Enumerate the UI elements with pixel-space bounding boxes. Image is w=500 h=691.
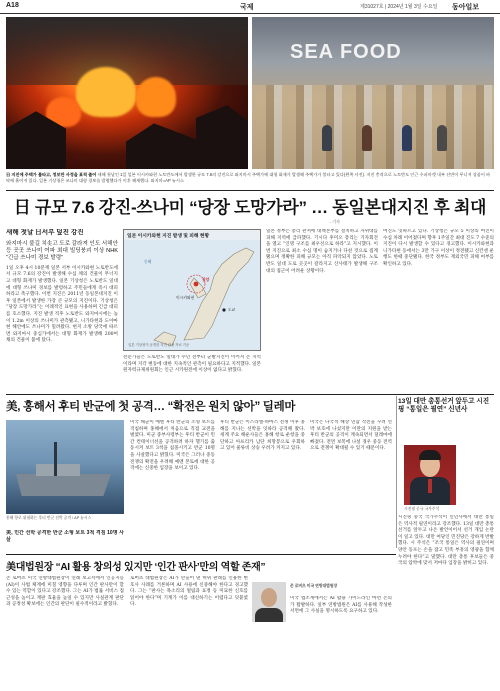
article4-col1	[6, 576, 124, 686]
article4-body-1: 존 로버츠 미국 연방대법원장이 연례 보고서에서 인공지능(AI)이 사법 체계에 미칠 영향을 다루며 인간 판사만이 할 수 있는 역할이 있다고 강조했다. 그는 AI가 법률 서비스 접근성을 높이고 재판 효율을 높일 수 있지만 사실관계 판단과 공정성 확보에는 인간의 판단이 필수적이라고 밝혔다.	[6, 576, 124, 608]
ishikawa-label: 이시카와현	[176, 296, 195, 300]
japan-map-graphic	[124, 240, 260, 350]
byline: …기자	[328, 219, 340, 224]
section-title: 국제	[240, 4, 254, 11]
divider	[6, 190, 494, 191]
author-caption: 존 로버츠 미국 연방대법원장	[290, 584, 338, 588]
article2-subheading: 美, 민간 선박 공격한 반군 소형 보트 3척 격침 10명 사살	[6, 530, 124, 543]
divider	[6, 394, 494, 395]
article3-body-text: 시진핑 중국 국가주석이 신년사에서 대만 통일은 역사적 필연이라고 강조했다. 13일 대만 총통선거를 앞두고 나온 발언이어서 선거 개입 논란이 일고 있다. 대만 여당인 민진당은 강하게 반발했다. 시 주석은 “조국 통일은 역사의 필연이며 양안 동포는 손을 잡고 민족 부흥의 영광을 함께 누려야 한다”고 말했다. 대만 총통 후보들은 중국의 압박에 맞서 저마다 입장을 밝히고 있다.	[398, 515, 494, 567]
article4-col3-side	[252, 626, 288, 686]
divider	[6, 554, 396, 555]
caption-lead: 日 지진에 주택가 불타고, 정보만 사정을 표적 줄어	[6, 172, 97, 177]
article1-body-1: 1일 오후 4시 10분께 일본 서부 이시카와현 노토반도에서 규모 7.6의 강진이 발생해 수십 채의 건물이 무너지고 대형 화재가 발생했다. 일본 기상청은 노토반도 일대에 대형 쓰나미 경보를 발령하고 주민들에게 즉시 대피하라고 촉구했다. 이번 지진은 2011년 동일본대지진 이후 일본에서 발생한 가장 큰 규모의 지진이다. 기상청은 “당장 도망가라”는 이례적인 표현을 사용하며 긴급 대피를 호소했다. 지진 발생 직후 노토반도 와지마시에는 높이 1.2m 이상의 쓰나미가 관측됐고, 니가타현과 도야마현 해안에도 쓰나미가 밀려왔다. 현지 소방 당국에 따르면 와지마시 중심가에서는 대형 화재가 발생해 200여 채의 건물이 불에 탔다.	[6, 265, 118, 344]
article2-body-2: 후티 반군은 이스라엘-하마스 전쟁 이후 홍해를 지나는 선박을 잇따라 공격해 왔다. 세계 주요 해운사들은 홍해 항로 운항을 중단하고 아프리카 남단 희망봉으로 우회하고 있어 물류비 상승 우려가 커지고 있다.	[220, 420, 305, 452]
article4-col3	[290, 596, 392, 686]
article4-col2	[130, 576, 248, 686]
caption-body: 새해 첫날인 1일 일본 이시카와현 노토반도에서 발생한 규모 7.6의 강진으로 와지마시 주택가에 대형 화재가 발생해 주택가가 불타고 있다(왼쪽 사진). 지진 충격으로 노토반도 인근 수퍼마켓 내부 선반이 무너져 상품이 바닥에 흩어져 있다. 일본 기상청은 쓰나미 대형 경보를 발령했다가 이후 해제했다. 와지마=AP 뉴시스	[6, 172, 491, 183]
article2-body-3: 미국은 다국적 해상 연합 작전을 꾸려 선박 보호에 나섰지만 이란의 지원을 받는 후티 반군의 공격이 계속되면서 딜레마에 빠졌다. 전면 보복에 나설 경우 중동 전역으로 전쟁이 확대될 수 있기 때문이다.	[310, 420, 392, 452]
headline-earthquake: 日 규모 7.6 강진-쓰나미 “당장 도망가라” … 동일본대지진 후 최대	[13, 198, 487, 217]
article1-col3	[266, 229, 378, 385]
page-header	[0, 0, 500, 14]
page-number: A18	[6, 2, 19, 9]
article2-col2	[220, 420, 305, 550]
portrait-caption: 시진핑 중국 국가주석	[404, 507, 440, 511]
market-sign: SEA FOOD	[290, 41, 402, 63]
headline-ai-court: 美대법원장 “AI 활용 창의성 있지만 ‘인간 판사’만의 역할 존재”	[6, 562, 266, 573]
article1-subheading: 새해 첫날 日서부 덮친 강진	[6, 229, 84, 236]
article2-body-1: 미국 해군이 예멘 후티 반군의 소형 보트를 격침하며 홍해에서 처음으로 직접 교전을 벌였다. 미군 중부사령부는 후티 반군이 민간 컨테이너선을 공격하려 하자 헬기를 출동시켜 보트 3척을 침몰시키고 반군 10명을 사살했다고 밝혔다. 미국은 그러나 중동 전쟁의 확전을 우려해 예멘 본토에 대한 공격에는 신중한 입장을 보이고 있다.	[130, 420, 215, 472]
article1-subheading-2: 와지마시 불길 치솟고 도로 갈라져 인도 서해안 등 곳곳 쓰나미 여파 최대 빌딩붕괴 이상 NHK “긴급 쓰나미 경보 발령”	[6, 240, 118, 262]
map-caption: 일본 기상청이 공개한 지진 관측 자료 기준	[128, 343, 190, 347]
epicenter-map	[123, 229, 261, 351]
article1-body-2: 일본 정부는 총리 관저에 대책본부를 설치하고 자위대를 피해 지역에 급파했다. 기시다 후미오 총리는 기자회견을 열고 “인명 구조를 최우선으로 하라”고 지시했다. 이번 지진으로 최소 수십 명이 숨지거나 다친 것으로 집계됐으며 정확한 피해 규모는 아직 파악되지 않았다. 노토반도 일대 도로 곳곳이 갈라지고 산사태가 발생해 구조대의 접근이 어려운 상황이다.	[266, 229, 378, 274]
article1-body-3: 여진도 잇따르고 있다. 기상청은 규모 5 이상의 여진이 수십 차례 이어졌다며 향후 1주일간 최대 진도 7 수준의 지진이 다시 발생할 수 있다고 경고했다. 이시카와현과 니가타현 등에서는 3만 가구 이상이 정전됐고 신칸센 운행도 한때 중단됐다. 한국 정부도 재외국민 피해 여부를 확인하고 있다.	[383, 229, 494, 267]
article4-body-3: 미국 법조계에서는 AI 활용 가이드라인 마련 논의가 활발하다. 일부 연방법원은 AI를 사용해 작성한 서면에 그 사실을 명시하도록 요구하고 있다.	[290, 596, 392, 615]
sea-label: 동해	[144, 260, 152, 264]
tokyo-label: 도쿄	[228, 308, 236, 312]
photo-caption	[6, 172, 494, 183]
article2-sub-col	[6, 530, 124, 552]
article4-body-2: 로버츠 대법원장은 AI가 만들어 낸 허위 판례를 인용한 변호사 사례를 거론하며 AI 사용에 신중해야 한다고 경고했다. 그는 “판사는 목소리의 떨림과 표정 등 미묘한 신호를 읽어야 한다”며 기계가 이를 대신하기는 어렵다고 덧붙였다.	[130, 576, 248, 608]
warship-photo-caption: 홍해 항로 위협하는 후티 반군 선박 공격 / AP 뉴시스	[6, 516, 92, 520]
column-divider	[396, 396, 397, 548]
roberts-photo	[252, 582, 286, 622]
article1-body-4: 전문가들은 노토반도 일대가 수년 전부터 군발지진이 이어져 온 지역이라며 지각 변동에 대한 지속적인 관측이 필요하다고 지적했다. 일본 원자력규제위원회는 인근 시카원전에 이상이 없다고 밝혔다.	[123, 355, 261, 374]
article1-col1	[6, 229, 118, 385]
article1-col4	[383, 229, 494, 385]
fire-photo	[6, 17, 248, 169]
article1-col2-bottom	[123, 355, 261, 385]
newspaper-logo: 동아일보	[452, 4, 480, 11]
article3-body	[398, 515, 494, 685]
epicenter-label: 진앙	[202, 278, 210, 282]
epicenter-marker	[194, 282, 199, 287]
xi-portrait-photo	[404, 445, 456, 505]
issue-date: 제31027호 | 2024년 1월 3일 수요일	[360, 4, 438, 10]
article2-col1	[130, 420, 215, 550]
warship-photo	[6, 420, 124, 514]
article2-col3	[310, 420, 392, 550]
headline-xi-jinping: 13일 대만 총통선거 앞두고 시진핑 “통일은 필연” 신년사	[398, 398, 490, 414]
headline-houthi: 美, 홍해서 후티 반군에 첫 공격… “확전은 원치 않아” 딜레마	[6, 401, 296, 413]
map-title: 일본 이시카와현 지진 발생 및 피해 현황	[124, 230, 260, 242]
supermarket-photo	[252, 17, 494, 169]
